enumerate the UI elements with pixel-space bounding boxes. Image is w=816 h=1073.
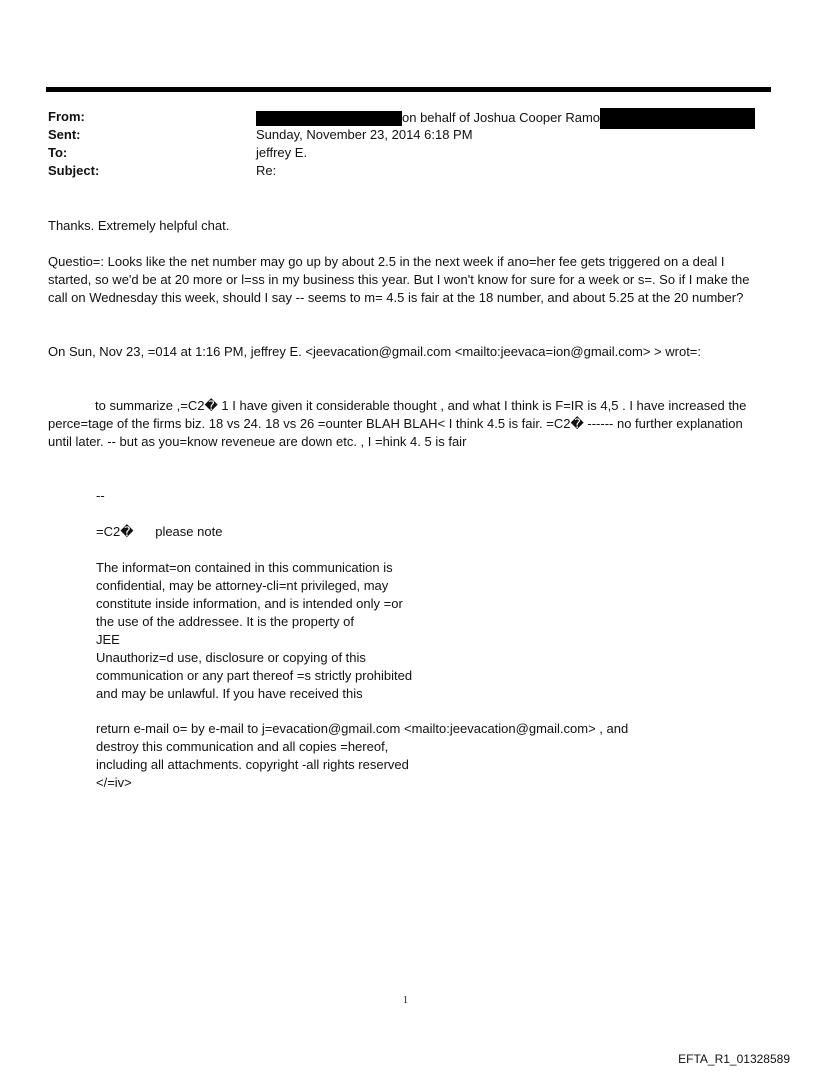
disclaimer-line: communication or any part thereof =s strictly prohibited [96,668,413,683]
disclaimer-line: the use of the addressee. It is the property of [96,614,354,629]
document-id: EFTA_R1_01328589 [678,1052,790,1066]
disclaimer-line: constitute inside information, and is intended only =or [96,596,403,611]
to-value: jeffrey E. [256,145,308,160]
quoted-message: to summarize ,=C2� 1 I have given it considerable thought , and what I think is F=IR is 4,5 . I have increased the perce=tage of the firms biz. 18 vs 24. 18 vs 26 =ounter BLAH BLAH< I think 4.5 is fair. =C2� ------ no further explanation until later. -- but as you=know reveneue are down etc. , I =hink 4. 5 is fair [48,398,747,449]
disclaimer-line: Unauthoriz=d use, disclosure or copying of this [96,650,366,665]
return-line: destroy this communication and all copies =hereof, [96,739,389,754]
page-number: 1 [403,995,408,1006]
sent-value: Sunday, November 23, 2014 6:18 PM [256,127,473,142]
sent-label: Sent: [48,127,81,142]
redaction-box [256,111,402,126]
return-line: including all attachments. copyright -all rights reserved [96,757,409,772]
thanks-line: Thanks. Extremely helpful chat. [48,218,230,233]
return-block [96,720,696,792]
disclaimer-line: The informat=on contained in this communication is [96,560,393,575]
please-note-line: =C2� please note [96,524,223,539]
signature-dashes: -- [96,488,105,503]
disclaimer-line: JEE [96,632,120,647]
return-line: </=iv> [96,775,132,790]
quote-header: On Sun, Nov 23, =014 at 1:16 PM, jeffrey E. <jeevacation@gmail.com <mailto:jeevaca=ion@gmail.com> > wrot=: [48,344,702,359]
redaction-box [600,108,755,129]
return-line: return e-mail o= by e-mail to j=evacation@gmail.com <mailto:jeevacation@gmail.com> , and [96,721,629,736]
to-label: To: [48,145,68,160]
from-text: on behalf of Joshua Cooper Ramo [402,109,601,125]
from-label: From: [48,109,85,124]
subject-label: Subject: [48,163,100,178]
disclaimer-line: and may be unlawful. If you have received this [96,686,363,701]
disclaimer-line: confidential, may be attorney-cli=nt privileged, may [96,578,389,593]
question-paragraph: Questio=: Looks like the net number may go up by about 2.5 in the next week if ano=her fee gets triggered on a deal I started, so we'd be at 20 more or l=ss in my business this year. But I won't know for sure for a week or s=. So if I make the call on Wednesday this week, should I say -- seems to m= 4.5 is fair at the 18 number, and about 5.25 at the 20 number? [48,254,750,305]
subject-value: Re: [256,163,277,178]
disclaimer-block [96,559,696,703]
from-value [256,108,755,129]
header-rule [46,87,771,92]
